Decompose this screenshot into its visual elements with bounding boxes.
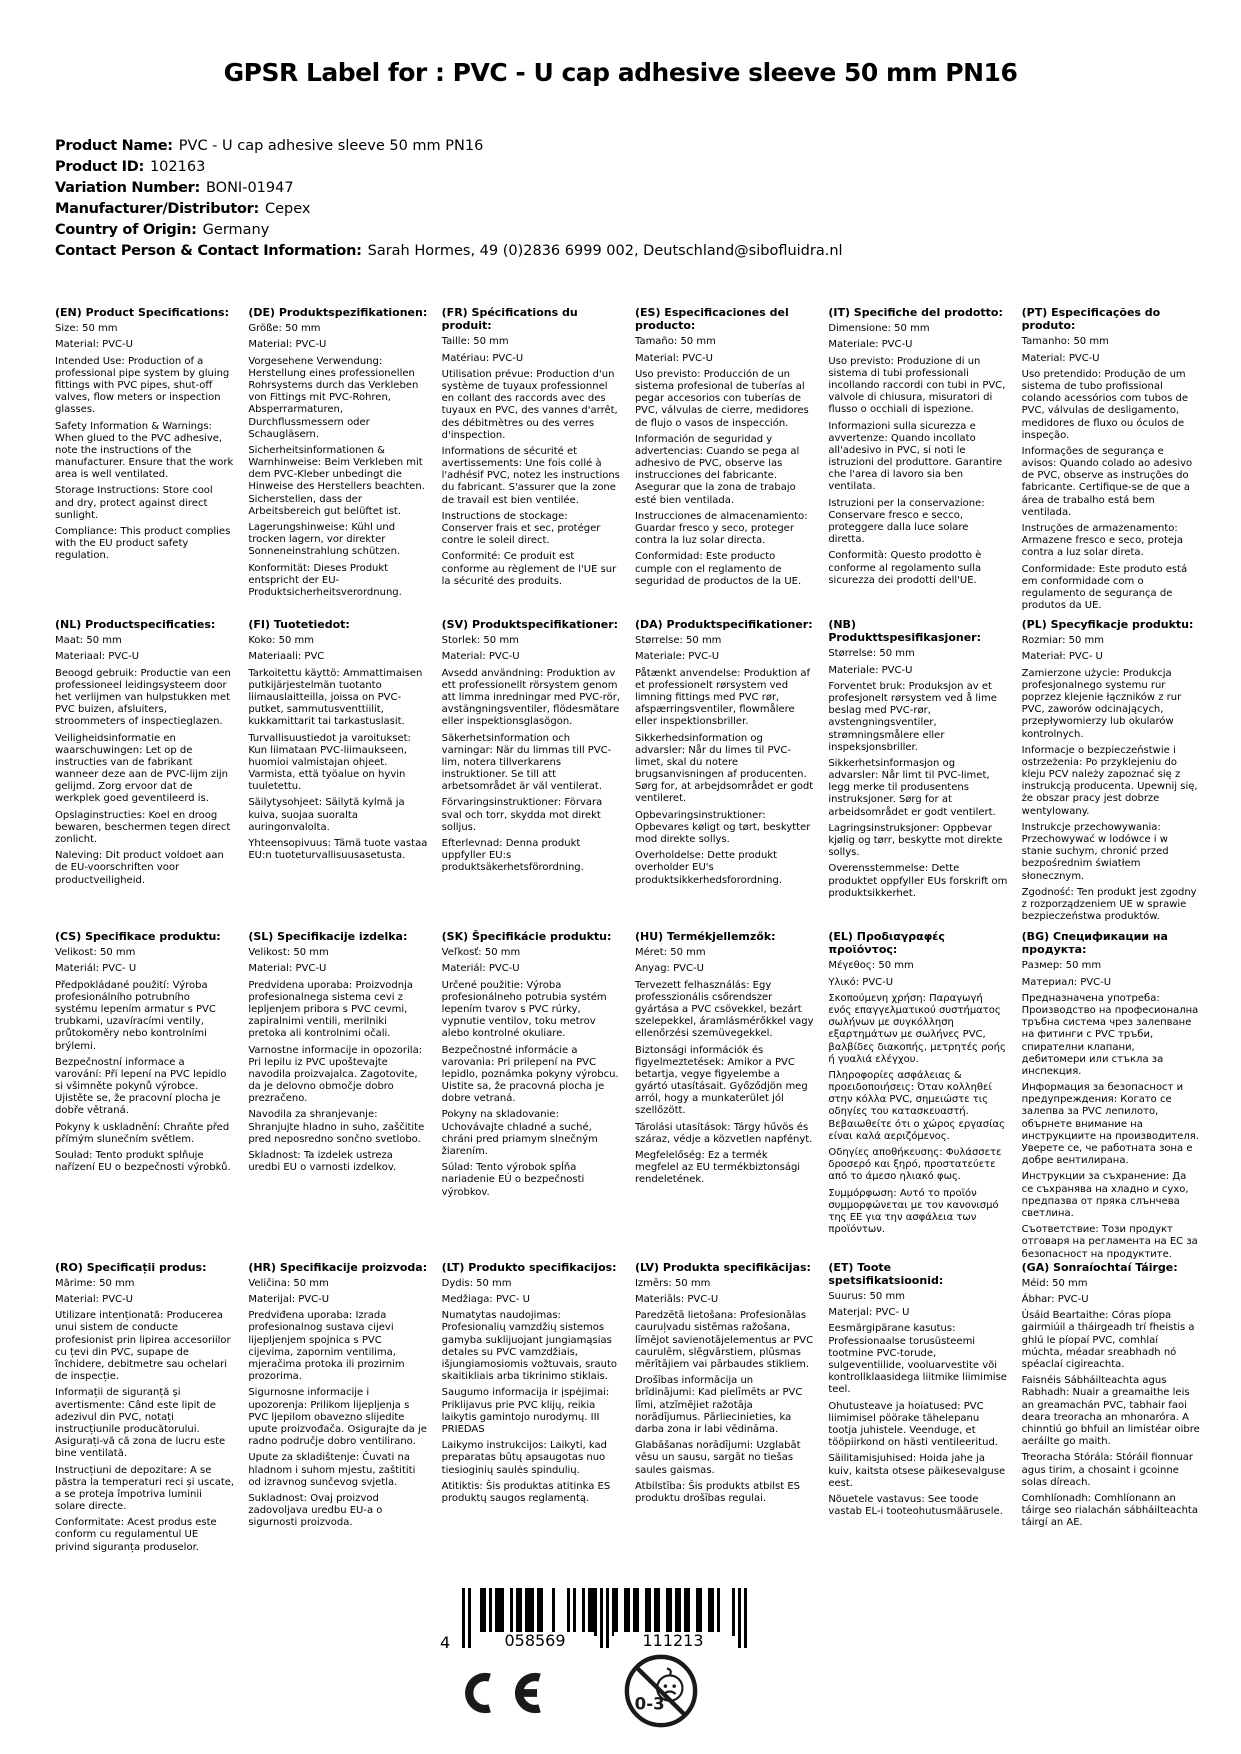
product-field-value: Germany — [202, 222, 270, 238]
spec-block-sk — [442, 930, 621, 1261]
spec-paragraph: Megfelelőség: Ez a termék megfelel az EU termékbiztonsági rendeletének. — [634, 1150, 801, 1186]
spec-paragraph: Material: PVC-U — [55, 339, 133, 351]
spec-block-title: (FI) Tuotetiedot: — [248, 618, 350, 631]
spec-block-lt — [442, 1261, 621, 1573]
product-field — [55, 241, 1201, 262]
spec-block-title: (SK) Špecifikácie produktu: — [441, 930, 612, 943]
spec-paragraph: Paredzētā lietošana: Profesionālas cauruļvadu sistēmas ražošana, līmējot savienotājelementus ar PVC caurulēm, slēgvārstiem, plūsmas mērītājiem vai pārbaudes stikliem. — [634, 1310, 814, 1370]
spec-paragraph: Forventet bruk: Produksjon av et profesjonelt rørsystem ved å lime beslag med PVC-rør, avstengningsventiler, strømningsmålere eller inspeksjonsbriller. — [828, 680, 997, 753]
product-field-label: Country of Origin: — [55, 222, 197, 238]
spec-paragraph: Lagerungshinweise: Kühl und trocken lagern, vor direkter Sonneneinstrahlung schützen. — [248, 522, 401, 558]
spec-paragraph: Utilizare intenționată: Producerea unui sistem de conducte profesionist prin lipirea accesoriilor cu țevi din PVC, supape de închidere, debitmetre sau ochelari de inspecție. — [55, 1310, 231, 1383]
product-field-label: Product Name: — [55, 138, 173, 154]
spec-paragraph: Informații de siguranță și avertismente: Când este lipit de adezivul din PVC, notați instrucțiunile producătorului. Asigurați-vă că zona de lucru este bine ventilată. — [55, 1387, 226, 1460]
ce-mark-icon — [450, 1660, 546, 1726]
spec-paragraph: Utilisation prévue: Production d'un système de tuyaux professionnel en collant des raccords avec des tuyaux en PVC, des vannes d'arrêt, des débitmètres ou des verres d'inspection. — [441, 368, 618, 441]
spec-paragraph: Izmērs: 50 mm — [634, 1277, 711, 1289]
spec-paragraph: Πληροφορίες ασφάλειας & προειδοποιήσεις: Όταν κολληθεί στην κόλλα PVC, σημειώστε τις οδηγίες του κατασκευαστή. Βεβαιωθείτε ότι ο χώρος εργασίας είναι καλά αεριζόμενος. — [828, 1069, 1005, 1142]
spec-paragraph: Säilitamisjuhised: Hoida jahe ja kuiv, kaitsta otsese päikesevalguse eest. — [828, 1453, 1006, 1489]
spec-paragraph: Σκοπούμενη χρήση: Παραγωγή ενός επαγγελματικού συστήματος σωλήνων με συγκόλληση εξαρτημάτων με σωλήνες PVC, βαλβίδες διακοπής, μετρητές ροής ή γυαλιά ελέγχου. — [828, 992, 1006, 1065]
spec-paragraph: Size: 50 mm — [55, 323, 118, 335]
spec-paragraph: Informações de segurança e avisos: Quando colado ao adesivo de PVC, observe as instruções do fabricante. Certifique-se de que a área de trabalho está bem ventilada. — [1021, 445, 1193, 518]
spec-paragraph: Säilytysohjeet: Säilytä kylmä ja kuiva, suojaa suoralta auringonvalolta. — [248, 797, 405, 833]
spec-block-title: (ET) Toote spetsifikatsioonid: — [828, 1260, 944, 1287]
spec-paragraph: Tamaño: 50 mm — [634, 336, 716, 348]
spec-paragraph: Tarkoitettu käyttö: Ammattimaisen putkijärjestelmän tuotanto liimauslaitteilla, joissa on PVC-putket, sammutusventtiilit, kukkamittarit tai tarkastuslasit. — [248, 667, 423, 728]
spec-paragraph: Glabāšanas norādījumi: Uzglabāt vēsu un sausu, sargāt no tiešas saules gaismas. — [634, 1440, 801, 1476]
spec-paragraph: Nõuetele vastavus: See toode vastab EL-i tooteohutusmäärusele. — [828, 1493, 1003, 1518]
spec-paragraph: Materjal: PVC- U — [828, 1307, 910, 1319]
spec-block-hu — [635, 930, 814, 1261]
spec-paragraph: Material: PVC-U — [248, 339, 327, 351]
spec-paragraph: Overensstemmelse: Dette produktet oppfyller EUs forskrift om produktsikkerhet. — [828, 863, 1008, 899]
spec-paragraph: Safety Information & Warnings: When glued to the PVC adhesive, note the instructions of the manufacturer. Ensure that the work area is well ventilated. — [55, 420, 234, 481]
spec-paragraph: Intended Use: Production of a professional pipe system by gluing fittings with PVC pipes, shut-off valves, flow meters or inspection glasses. — [55, 355, 230, 416]
spec-block-title: (GA) Sonraíochtaí Táirge: — [1021, 1260, 1178, 1274]
spec-paragraph: Velikost: 50 mm — [248, 947, 329, 959]
spec-block-fr — [442, 306, 621, 618]
spec-paragraph: Istruzioni per la conservazione: Conservare fresco e secco, proteggere dalla luce solare diretta. — [828, 497, 985, 546]
spec-block-title: (NL) Productspecificaties: — [55, 618, 216, 631]
spec-paragraph: Ábhar: PVC-U — [1021, 1294, 1089, 1306]
spec-block-sl — [248, 930, 427, 1261]
spec-paragraph: Uso pretendido: Produção de um sistema de tubo profissional colando acessórios com tubos de PVC, válvulas de desligamento, medidores de fluxo ou óculos de inspeção. — [1021, 368, 1189, 441]
page-title: GPSR Label for : PVC - U cap adhesive sleeve 50 mm PN16 — [223, 58, 1018, 87]
spec-paragraph: Veľkosť: 50 mm — [441, 947, 521, 959]
spec-paragraph: Lagringsinstruksjoner: Oppbevar kjølig og tørr, beskytte mot direkte sollys. — [828, 822, 1003, 859]
spec-paragraph: Instructions de stockage: Conserver frais et sec, protéger contre le soleil direct. — [441, 510, 601, 547]
spec-block-cs — [55, 930, 234, 1261]
spec-paragraph: Съответствие: Този продукт отговаря на регламента на ЕС за безопасност на продуктите. — [1021, 1224, 1198, 1260]
spec-block-bg — [1022, 930, 1201, 1261]
spec-paragraph: Rozmiar: 50 mm — [1021, 635, 1105, 647]
spec-paragraph: Soulad: Tento produkt splňuje nařízení EU o bezpečnosti výrobků. — [55, 1150, 231, 1174]
product-field-value: Sarah Hormes, 49 (0)2836 6999 002, Deutschland@sibofluidra.nl — [367, 243, 843, 259]
spec-paragraph: Méret: 50 mm — [634, 947, 706, 959]
spec-paragraph: Předpokládané použití: Výroba profesionálního potrubního systému lepením armatur s PVC trubkami, uzavíracími ventily, průtokoměry nebo kontrolními brýlemi. — [55, 979, 216, 1052]
spec-paragraph: Bezpečnostné informácie a varovania: Pri prilepení na PVC lepidlo, poznámka pokyny výrobcu. Uistite sa, že pracovná plocha je dobre vetraná. — [441, 1044, 619, 1105]
spec-paragraph: Navodila za shranjevanje: Shranjujte hladno in suho, zaščitite pred neposredno sončno svetlobo. — [248, 1109, 425, 1145]
spec-block-ro — [55, 1261, 234, 1573]
spec-paragraph: Taille: 50 mm — [441, 336, 509, 348]
product-field-label: Contact Person & Contact Information: — [55, 243, 362, 259]
spec-paragraph: Säkerhetsinformation och varningar: När du limmas till PVC-lim, notera tillverkarens instruktioner. Se till att arbetsområdet är väl ventilerat. — [441, 732, 612, 793]
spec-block-title: (DA) Produktspecifikationer: — [634, 618, 813, 631]
spec-paragraph: Súlad: Tento výrobok spĺňa nariadenie EÚ o bezpečnosti výrobkov. — [441, 1162, 585, 1198]
product-field — [55, 199, 1201, 220]
spec-block-nb — [828, 618, 1007, 930]
spec-paragraph: Sikkerhedsinformation og advarsler: Når du limes til PVC-limet, skal du notere brugsanvisningen af producenten. Sørg for, at arbejdsområdet er godt ventileret. — [634, 732, 814, 805]
spec-paragraph: Påtænkt anvendelse: Produktion af et professionelt rørsystem ved limning fittings med PVC rør, afspærringsventiler, flowmålere eller inspektionsbriller. — [634, 667, 811, 728]
spec-paragraph: Dimensione: 50 mm — [828, 323, 930, 335]
spec-paragraph: Material: PVC-U — [55, 1294, 133, 1306]
product-info — [55, 136, 1201, 262]
spec-paragraph: Biztonsági információk és figyelmeztetések: Amikor a PVC betartja, vegye figyelembe a gyártó utasításait. Győződjön meg arról, hogy a munkaterület jól szellőzött. — [634, 1044, 808, 1117]
spec-block-title: (EN) Product Specifications: — [55, 306, 229, 319]
product-field-label: Variation Number: — [55, 180, 200, 196]
spec-block-title: (DE) Produktspezifikationen: — [248, 306, 428, 319]
spec-paragraph: Anyag: PVC-U — [634, 963, 704, 975]
spec-paragraph: Atitiktis: Šis produktas atitinka ES produktų saugos reglamentą. — [441, 1480, 611, 1504]
spec-paragraph: Размер: 50 mm — [1021, 960, 1102, 972]
spec-block-en — [55, 306, 234, 618]
spec-paragraph: Opslaginstructies: Koel en droog bewaren, beschermen tegen direct zonlicht. — [55, 809, 231, 845]
spec-paragraph: Materiał: PVC- U — [1021, 651, 1103, 663]
spec-paragraph: Velikost: 50 mm — [55, 947, 136, 959]
spec-block-title: (LT) Produkto specifikacijos: — [441, 1260, 617, 1274]
spec-paragraph: Naleving: Dit product voldoet aan de EU-voorschriften voor productveiligheid. — [55, 850, 224, 886]
spec-paragraph: Saugumo informacija ir įspėjimai: Priklijavus prie PVC klijų, reikia laikytis gamintojo nurodymų. III PRIEDAS — [441, 1387, 610, 1435]
spec-paragraph: Materiāls: PVC-U — [634, 1294, 719, 1306]
product-field-value: BONI-01947 — [205, 180, 294, 196]
spec-paragraph: Zgodność: Ten produkt jest zgodny z rozporządzeniem UE w sprawie bezpieczeństwa produktów. — [1021, 886, 1197, 923]
spec-paragraph: Материал: PVC-U — [1021, 976, 1112, 988]
product-field-label: Manufacturer/Distributor: — [55, 201, 259, 217]
spec-paragraph: Förvaringsinstruktioner: Förvara sval och torr, skydda mot direkt solljus. — [441, 797, 603, 833]
spec-block-es — [635, 306, 814, 618]
spec-block-title: (HU) Termékjellemzők: — [634, 930, 776, 943]
spec-paragraph: Instruções de armazenamento: Armazene fresco e seco, proteja contra a luz solar direta. — [1021, 523, 1183, 559]
spec-paragraph: Materiál: PVC- U — [55, 963, 137, 975]
spec-paragraph: Veličina: 50 mm — [248, 1277, 329, 1289]
spec-paragraph: Tervezett felhasználás: Egy professzionális csőrendszer gyártása a PVC csövekkel, bezárt szelepekkel, áramlásmérőkkel vagy ellenőrzési szemüvegekkel. — [634, 979, 814, 1040]
spec-block-it — [828, 306, 1007, 618]
spec-paragraph: Pokyny na skladovanie: Uchovávajte chladné a suché, chráni pred priamym slnečným žiarením. — [441, 1109, 598, 1157]
barcode-first-digit: 4 — [440, 1633, 451, 1652]
spec-paragraph: Sigurnosne informacije i upozorenja: Prilikom lijepljenja s PVC ljepilom obavezno slijedite upute proizvođača. Osigurajte da je radno područje dobro ventilirano. — [248, 1387, 427, 1448]
spec-paragraph: Materiale: PVC-U — [634, 651, 720, 663]
spec-paragraph: Υλικό: PVC-U — [828, 976, 894, 988]
spec-paragraph: Zamierzone użycie: Produkcja profesjonalnego systemu rur poprzez klejenie łączników z rur PVC, zaworów odcinających, przepływomierzy lub okularów kontrolnych. — [1021, 667, 1182, 740]
spec-grid — [55, 306, 1201, 1573]
spec-block-title: (FR) Spécifications du produit: — [441, 306, 578, 333]
spec-paragraph: Mărime: 50 mm — [55, 1277, 135, 1289]
spec-paragraph: Ohutusteave ja hoiatused: PVC liimimisel pöörake tähelepanu tootja juhistele. Veenduge, et tööpiirkond on hästi ventileeritud. — [828, 1400, 998, 1449]
spec-paragraph: Storlek: 50 mm — [441, 635, 519, 647]
spec-paragraph: Sicherheitsinformationen & Warnhinweise: Beim Verkleben mit dem PVC-Kleber unbedingt die Hinweise des Herstellers beachten. Sicherstellen, dass der Arbeitsbereich gut belüftet ist. — [248, 444, 425, 517]
spec-block-da — [635, 618, 814, 930]
spec-paragraph: Tárolási utasítások: Tárgy hűvös és száraz, védje a közvetlen napfényt. — [634, 1121, 813, 1145]
spec-paragraph: Uso previsto: Produzione di un sistema di tubi professionali incollando raccordi con tubi in PVC, valvole di chiusura, misuratori di flusso o occhiali di ispezione. — [828, 355, 1006, 416]
spec-block-title: (ES) Especificaciones del producto: — [634, 306, 789, 333]
spec-block-title: (IT) Specifiche del prodotto: — [828, 306, 1003, 319]
spec-block-title: (PT) Especificações do produto: — [1021, 306, 1161, 333]
spec-block-pl — [1022, 618, 1201, 930]
spec-block-title: (LV) Produkta specifikācijas: — [634, 1260, 811, 1274]
spec-paragraph: Efterlevnad: Denna produkt uppfyller EU:s produktsäkerhetsförordning. — [441, 838, 584, 874]
spec-paragraph: Tamanho: 50 mm — [1021, 336, 1109, 348]
spec-paragraph: Drošības informācija un brīdinājumi: Kad pielīmēts ar PVC līmi, atzīmējiet ražotāja norādījumus. Pārliecinieties, ka darba zona ir labi vēdināma. — [634, 1375, 803, 1435]
spec-block-de — [248, 306, 427, 618]
spec-paragraph: Atbilstība: Šis produkts atbilst ES produktu drošības regulai. — [634, 1480, 800, 1504]
spec-block-hr — [248, 1261, 427, 1573]
spec-paragraph: Faisnéis Sábháilteachta agus Rabhadh: Nuair a greamaithe leis an greamachán PVC, tabhair faoi deara treoracha an mhonaróra. A chinntiú go bhfuil an limistéar oibre aeráilte go maith. — [1021, 1375, 1200, 1448]
spec-paragraph: Určené použitie: Výroba profesionálneho potrubia systém lepením tvarov s PVC rúrky, vypnutie ventilov, toku metrov alebo kontrolné okuliare. — [441, 979, 607, 1040]
spec-paragraph: Numatytas naudojimas: Profesionalių vamzdžių sistemos gamyba suklijuojant jungiamąsias detales su PVC vamzdžiais, išjungiamosiomis vožtuvais, srauto skaitikliais arba tikrinimo stiklais. — [441, 1310, 617, 1383]
spec-paragraph: Yhteensopivuus: Tämä tuote vastaa EU:n tuoteturvallisuusasetusta. — [248, 838, 428, 862]
spec-block-title: (HR) Specifikacije proizvoda: — [248, 1260, 428, 1274]
spec-paragraph: Maat: 50 mm — [55, 635, 122, 647]
age-warning-0-3-icon — [622, 1652, 700, 1730]
spec-paragraph: Materiaal: PVC-U — [55, 651, 140, 663]
spec-paragraph: Conformità: Questo prodotto è conforme al regolamento sulla sicurezza dei prodotti dell'UE. — [828, 550, 982, 586]
spec-paragraph: Informazioni sulla sicurezza e avvertenze: Quando incollato all'adesivo in PVC, si noti le istruzioni del produttore. Garantire che l'area di lavoro sia ben ventilata. — [828, 420, 1003, 493]
spec-paragraph: Informacje o bezpieczeństwie i ostrzeżenia: Po przyklejeniu do kleju PCV należy zapoznać się z instrukcją producenta. Upewnij się, że obszar pracy jest dobrze wentylowany. — [1021, 744, 1198, 817]
spec-paragraph: Conformidade: Este produto está em conformidade com o regulamento de segurança de produtos da UE. — [1021, 563, 1188, 612]
spec-paragraph: Informations de sécurité et avertissements: Une fois collé à l'adhésif PVC, notez les instructions du fabricant. S'assurer que la zone de travail est bien ventilée. — [441, 445, 620, 506]
spec-block-title: (EL) Προδιαγραφές προϊόντος: — [828, 930, 945, 957]
spec-paragraph: Material: PVC-U — [248, 963, 327, 975]
spec-paragraph: Materiale: PVC-U — [828, 339, 913, 351]
spec-paragraph: Størrelse: 50 mm — [634, 635, 722, 647]
spec-block-title: (RO) Specificații produs: — [55, 1260, 207, 1274]
spec-paragraph: Συμμόρφωση: Αυτό το προϊόν συμμορφώνεται με τον κανονισμό της ΕΕ για την ασφάλεια των προϊόντων. — [828, 1187, 999, 1236]
barcode-left-digits: 058569 — [476, 1632, 594, 1650]
spec-paragraph: Sikkerhetsinformasjon og advarsler: Når limt til PVC-limet, legg merke til produsentens instruksjoner. Sørg for at arbeidsområdet er godt ventilert. — [828, 757, 996, 818]
spec-paragraph: Инструкции за съхранение: Да се съхранява на хладно и сухо, предпазва от пряка слънчева светлина. — [1021, 1171, 1189, 1219]
spec-block-pt — [1022, 306, 1201, 618]
spec-paragraph: Instrucțiuni de depozitare: A se păstra la temperaturi reci și uscate, a se proteja împotriva luminii solare directe. — [55, 1464, 235, 1513]
spec-paragraph: Størrelse: 50 mm — [828, 648, 915, 660]
spec-paragraph: Material: PVC-U — [634, 352, 713, 364]
spec-paragraph: Conformitate: Acest produs este conform cu regulamentul UE privind siguranța produselor. — [55, 1517, 217, 1553]
product-field — [55, 136, 1201, 157]
spec-paragraph: Predviđena uporaba: Izrada profesionalnog sustava cijevi lijepljenjem spojnica s PVC cijevima, zapornim ventilima, mjeračima protoka ili prozirnim prozorima. — [248, 1310, 405, 1383]
spec-paragraph: Veiligheidsinformatie en waarschuwingen: Let op de instructies van de fabrikant wanneer deze aan de PVC-lijm zijn gelijmd. Zorg ervoor dat de werkplek goed geventileerd is. — [55, 732, 228, 805]
spec-paragraph: Sukladnost: Ovaj proizvod zadovoljava uredbu EU-a o sigurnosti proizvoda. — [248, 1492, 383, 1529]
product-field-value: PVC - U cap adhesive sleeve 50 mm PN16 — [178, 138, 484, 154]
spec-paragraph: Storage Instructions: Store cool and dry, protect against direct sunlight. — [55, 485, 213, 521]
spec-paragraph: Overholdelse: Dette produkt overholder EU's produktsikkerhedsforordning. — [634, 850, 783, 886]
product-field-value: 102163 — [149, 159, 206, 175]
spec-paragraph: Comhlíonadh: Comhlíonann an táirge seo rialachán sábháilteachta táirgí an AE. — [1021, 1492, 1198, 1529]
spec-paragraph: Úsáid Beartaithe: Córas píopa gairmiúil a tháirgeadh trí fheistis a ghlú le píopaí PVC, comhlaí múchta, méadar sreabhadh nó spéaclaí cigireachta. — [1021, 1310, 1195, 1370]
spec-paragraph: Conformité: Ce produit est conforme au règlement de l'UE sur la sécurité des produits. — [441, 551, 617, 587]
spec-paragraph: Laikymo instrukcijos: Laikyti, kad preparatas būtų apsaugotas nuo tiesioginių saulės spindulių. — [441, 1440, 607, 1476]
spec-paragraph: Material: PVC-U — [1021, 352, 1100, 364]
spec-paragraph: Информация за безопасност и предупреждения: Когато се залепва за PVC лепилото, обърнете внимание на инструкциите на производителя. Уверете се, че работната зона е добре вентилирана. — [1021, 1082, 1199, 1167]
spec-paragraph: Konformität: Dieses Produkt entspricht der EU-Produktsicherheitsverordnung. — [248, 562, 402, 598]
spec-paragraph: Μέγεθος: 50 mm — [828, 960, 914, 972]
spec-paragraph: Dydis: 50 mm — [441, 1277, 512, 1289]
spec-paragraph: Información de seguridad y advertencias: Cuando se pega al adhesivo de PVC, observe las instrucciones del fabricante. Asegurar que la zona de trabajo esté bien ventilada. — [634, 433, 800, 506]
spec-block-nl — [55, 618, 234, 930]
spec-paragraph: Größe: 50 mm — [248, 323, 321, 335]
product-field-value: Cepex — [264, 201, 311, 217]
spec-paragraph: Materiale: PVC-U — [828, 664, 913, 676]
spec-block-sv — [442, 618, 621, 930]
spec-block-lv — [635, 1261, 814, 1573]
spec-paragraph: Vorgesehene Verwendung: Herstellung eines professionellen Rohrsystems durch das Verkleben von Fittings mit PVC-Rohren, Absperrarmaturen, Durchflussmessern oder Schaugläsern. — [248, 355, 419, 440]
spec-paragraph: Bezpečnostní informace a varování: Při lepení na PVC lepidlo si všimněte pokynů výrobce. Ujistěte se, že pracovní plocha je dobře větraná. — [55, 1056, 227, 1117]
spec-paragraph: Medžiaga: PVC- U — [441, 1294, 530, 1306]
spec-paragraph: Materiaali: PVC — [248, 651, 325, 663]
spec-paragraph: Varnostne informacije in opozorila: Pri lepilu iz PVC upoštevajte navodila proizvajalca. Zagotovite, da je delovno območje dobro prezračeno. — [248, 1044, 423, 1105]
spec-paragraph: Skladnost: Ta izdelek ustreza uredbi EU o varnosti izdelkov. — [248, 1150, 397, 1174]
spec-block-title: (SL) Specifikacije izdelka: — [248, 930, 408, 943]
barcode-right-digits: 111213 — [614, 1632, 732, 1650]
spec-block-et — [828, 1261, 1007, 1573]
spec-paragraph: Predvidena uporaba: Proizvodnja profesionalnega sistema cevi z lepljenjem pribora s PVC cevmi, zapiralnimi ventili, merilniki pretoka ali kontrolnimi očali. — [248, 979, 414, 1040]
spec-block-el — [828, 930, 1007, 1261]
product-field — [55, 220, 1201, 241]
spec-paragraph: Material: PVC-U — [441, 651, 520, 663]
product-field — [55, 157, 1201, 178]
spec-paragraph: Οδηγίες αποθήκευσης: Φυλάσσετε δροσερό και ξηρό, προστατεύετε από το άμεσο ηλιακό φως. — [828, 1147, 1002, 1183]
spec-block-title: (PL) Specyfikacje produktu: — [1021, 618, 1194, 631]
spec-paragraph: Instrucciones de almacenamiento: Guardar fresco y seco, proteger contra la luz solar directa. — [634, 510, 808, 547]
spec-paragraph: Treoracha Stórála: Stóráil fionnuar agus tirim, a chosaint i gcoinne solas díreach. — [1021, 1452, 1193, 1488]
spec-block-title: (NB) Produkttspesifikasjoner: — [828, 618, 981, 645]
spec-block-title: (SV) Produktspecifikationer: — [441, 618, 619, 631]
product-field — [55, 178, 1201, 199]
ean13-barcode — [440, 1588, 747, 1666]
spec-paragraph: Avsedd användning: Produktion av ett professionellt rörsystem genom att limma inredningar med PVC-rör, avstängningsventiler, flödesmätare eller inspektionsglasögon. — [441, 667, 621, 728]
spec-paragraph: Uso previsto: Producción de un sistema profesional de tuberías al pegar accesorios con tuberías de PVC, válvulas de cierre, medidores de flujo o vasos de inspección. — [634, 368, 809, 429]
spec-block-ga — [1022, 1261, 1201, 1573]
spec-paragraph: Suurus: 50 mm — [828, 1291, 905, 1303]
spec-paragraph: Eesmärgipärane kasutus: Professionaalse torusüsteemi tootmine PVC-torude, sulgeventiilide, vooluarvestite või kontrollklaasidega liitmike liimimise teel. — [828, 1323, 1007, 1396]
spec-paragraph: Предназначена употреба: Производство на професионална тръбна система чрез залепване на фитинги с PVC тръби, спирателни клапани, дебитомери или стъкла за инспекция. — [1021, 992, 1199, 1077]
spec-paragraph: Materijal: PVC-U — [248, 1294, 330, 1306]
spec-paragraph: Materiál: PVC-U — [441, 963, 520, 975]
spec-paragraph: Turvallisuustiedot ja varoitukset: Kun liimataan PVC-liimaukseen, huomioi valmistajan ohjeet. Varmista, että työalue on hyvin tuuletettu. — [248, 732, 411, 793]
spec-paragraph: Instrukcje przechowywania: Przechowywać w lodówce i w stanie suchym, chronić przed bezpośrednim światłem słonecznym. — [1021, 821, 1169, 882]
spec-paragraph: Conformidad: Este producto cumple con el reglamento de seguridad de productos de la UE. — [634, 551, 802, 587]
spec-paragraph: Koko: 50 mm — [248, 635, 314, 647]
spec-paragraph: Upute za skladištenje: Čuvati na hladnom i suhom mjestu, zaštititi od izravnog sunčevog svjetla. — [248, 1452, 416, 1488]
spec-paragraph: Méid: 50 mm — [1021, 1277, 1088, 1289]
spec-block-title: (BG) Спецификации на продукта: — [1021, 930, 1168, 957]
spec-paragraph: Opbevaringsinstruktioner: Opbevares køligt og tørt, beskytter mod direkte sollys. — [634, 809, 811, 845]
product-field-label: Product ID: — [55, 159, 144, 175]
spec-paragraph: Pokyny k uskladnění: Chraňte před přímým slunečním světlem. — [55, 1121, 230, 1145]
spec-paragraph: Matériau: PVC-U — [441, 352, 524, 364]
spec-paragraph: Compliance: This product complies with the EU product safety regulation. — [55, 526, 231, 562]
spec-block-fi — [248, 618, 427, 930]
spec-block-title: (CS) Specifikace produktu: — [55, 930, 221, 943]
age-warning-label: 0-3 — [634, 1694, 665, 1714]
spec-paragraph: Beoogd gebruik: Productie van een professioneel leidingsysteem door het verlijmen van hulpstukken met PVC buizen, afsluiters, stroommeters of inspectieglazen. — [55, 667, 231, 728]
